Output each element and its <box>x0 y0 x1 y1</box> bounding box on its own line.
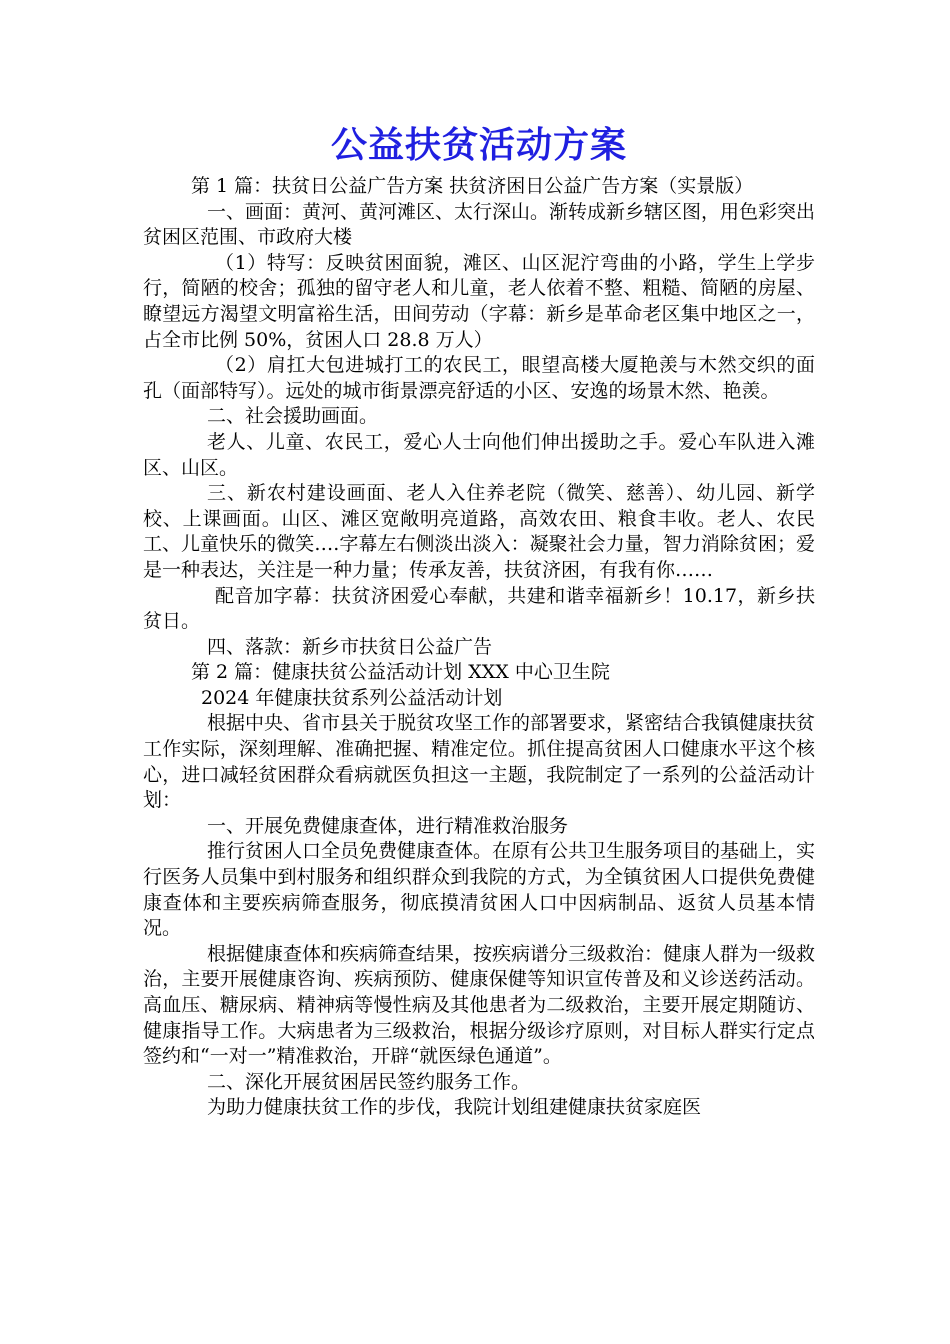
paragraph: 推行贫困人口全员免费健康查体。在原有公共卫生服务项目的基础上，实行医务人员集中到村服务和组织群众到我院的方式，为全镇贫困人口提供免费健康查体和主要疾病筛查服务，彻底摸清贫困人口中因病制品、返贫人员基本情况。 <box>143 840 816 940</box>
paragraph: 配音加字幕：扶贫济困爱心奉献，共建和谐幸福新乡！10.17，新乡扶贫日。 <box>143 584 815 633</box>
document-page <box>143 118 815 1121</box>
document-body <box>143 174 815 1121</box>
paragraph: 为助力健康扶贫工作的步伐，我院计划组建健康扶贫家庭医 <box>207 1096 702 1119</box>
document-title: 公益扶贫活动方案 <box>330 125 627 166</box>
paragraph: 二、深化开展贫困居民签约服务工作。 <box>207 1070 531 1093</box>
paragraph: 老人、儿童、农民工，爱心人士向他们伸出援助之手。爱心车队进入滩区、山区。 <box>143 430 815 479</box>
paragraph: （1）特写：反映贫困面貌，滩区、山区泥泞弯曲的小路，学生上学步行，简陋的校舍；孤独的留守老人和儿童，老人依着不整、粗糙、简陋的房屋、瞭望远方渴望文明富裕生活，田间劳动（字幕：新乡是革命老区集中地区之一，占全市比例 50%，贫困人口 28.8 万人） <box>143 251 815 351</box>
paragraph: 二、社会援助画面。 <box>207 405 379 428</box>
paragraph: 一、开展免费健康查体，进行精准救治服务 <box>207 814 569 837</box>
paragraph: 四、落款：新乡市扶贫日公益广告 <box>207 635 493 658</box>
paragraph: 根据中央、省市县关于脱贫攻坚工作的部署要求，紧密结合我镇健康扶贫工作实际，深刻理解、准确把握、精准定位。抓住提高贫困人口健康水平这个核心，进口减轻贫困群众看病就医负担这一主题，我院制定了一系列的公益活动计划： <box>143 712 816 812</box>
paragraph: 一、画面：黄河、黄河滩区、太行深山。渐转成新乡辖区图，用色彩突出贫困区范围、市政府大楼 <box>143 200 816 249</box>
paragraph: 2024 年健康扶贫系列公益活动计划 <box>201 686 503 709</box>
paragraph: 三、新农村建设画面、老人入住养老院（微笑、慈善）、幼儿园、新学校、上课画面。山区、滩区宽敞明亮道路，高效农田、粮食丰收。老人、农民工、儿童快乐的微笑….字幕左右侧淡出淡入：凝聚社会力量，智力消除贫困；爱是一种表达，关注是一种力量；传承友善，扶贫济困，有我有你…… <box>143 482 815 581</box>
paragraph: 根据健康查体和疾病筛查结果，按疾病谱分三级救治：健康人群为一级救治，主要开展健康咨询、疾病预防、健康保健等知识宣传普及和义诊送药活动。高血压、糖尿病、精神病等慢性病及其他患者为二级救治，主要开展定期随访、健康指导工作。大病患者为三级救治，根据分级诊疗原则，对目标人群实行定点签约和“一对一”精准救治，开辟“就医绿色通道”。 <box>143 942 816 1068</box>
paragraph: 第 1 篇：扶贫日公益广告方案 扶贫济困日公益广告方案（实景版） <box>191 175 754 197</box>
paragraph: 第 2 篇：健康扶贫公益活动计划 XXX 中心卫生院 <box>191 661 610 684</box>
paragraph: （2）肩扛大包进城打工的农民工，眼望高楼大厦艳羡与木然交织的面孔（面部特写）。远处的城市街景漂亮舒适的小区、安逸的场景木然、艳羡。 <box>143 354 815 402</box>
